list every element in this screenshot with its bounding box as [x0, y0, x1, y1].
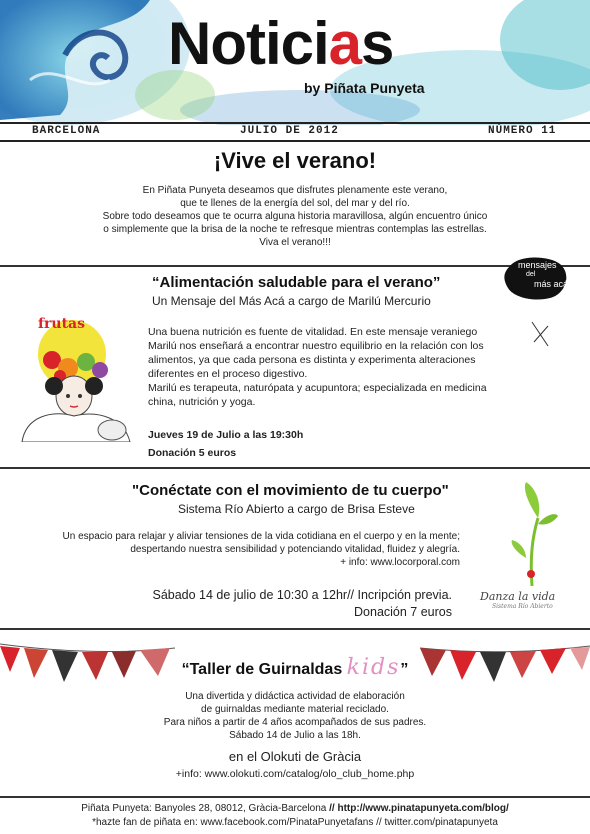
- event1-subtitle: Un Mensaje del Más Acá a cargo de Marilú Mercurio: [152, 294, 431, 308]
- footer-twitter-link[interactable]: twitter.com/pinatapunyeta: [384, 817, 498, 828]
- section-divider: [0, 796, 590, 798]
- event2-subtitle: Sistema Río Abierto a cargo de Brisa Esteve: [178, 502, 415, 516]
- event2-body: [8, 530, 460, 569]
- event1-price: Donación 5 euros: [148, 447, 237, 459]
- event1-line: Marilú nos enseñará a encontrar nuestro equilibrio en la relación con los: [148, 340, 484, 352]
- event3-title-text: “Taller de Guirnaldas: [181, 661, 343, 678]
- event2-title: "Conéctate con el movimiento de tu cuerpo": [132, 482, 449, 499]
- event3-line: Una divertida y didáctica actividad de elaboración: [185, 691, 405, 702]
- event1-title: “Alimentación saludable para el verano”: [152, 274, 441, 291]
- intro-line: En Piñata Punyeta deseamos que disfrutes plenamente este verano,: [142, 185, 448, 196]
- badge-text-top: mensajes: [518, 260, 557, 270]
- issue-meta-bar: [0, 122, 590, 142]
- event1-line: Una buena nutrición es fuente de vitalidad. En este mensaje veraniego: [148, 326, 478, 338]
- title-text-end: s: [361, 10, 394, 77]
- event2-line: + info: www.locorporal.com: [340, 557, 460, 568]
- event3-line: de guirnaldas mediante material reciclado.: [201, 704, 389, 715]
- mensajes-badge: [500, 254, 572, 302]
- intro-line: Viva el verano!!!: [259, 237, 331, 248]
- danza-logo-title: Danza la vida: [480, 590, 556, 603]
- event3-body: [0, 690, 590, 742]
- event3-line: Sábado 14 de Julio a las 18h.: [229, 730, 361, 741]
- byline: by Piñata Punyeta: [304, 80, 425, 96]
- newsletter-title: [168, 10, 394, 77]
- intro-title: ¡Vive el verano!: [213, 148, 377, 173]
- event3-info-link[interactable]: +info: www.olokuti.com/catalog/olo_club_home.php: [175, 768, 415, 780]
- issue-number: NÚMERO 11: [488, 125, 557, 137]
- event3-title-end: ”: [400, 661, 409, 678]
- footer-address: Piñata Punyeta: Banyoles 28, 08012, Gràcia-Barcelona: [81, 803, 327, 814]
- city-label: BARCELONA: [32, 125, 101, 137]
- badge-text-bottom: más acá: [534, 279, 569, 289]
- date-label: JULIO DE 2012: [240, 125, 339, 137]
- footer-separator: //: [376, 817, 382, 828]
- event1-body: [148, 325, 568, 409]
- footer-blog-link[interactable]: http://www.pinatapunyeta.com/blog/: [337, 803, 509, 814]
- event2-when: Sábado 14 de julio de 10:30 a 12hr// Incripción previa.: [152, 588, 452, 602]
- event1-line: alimentos, ya que cada persona es distinta y experimenta alteraciones: [148, 354, 476, 366]
- danza-flower-icon: [502, 478, 562, 588]
- event3-title: [0, 655, 590, 680]
- event2-price: Donación 7 euros: [354, 605, 452, 619]
- intro-line: o simplemente que la brisa de la noche te refresque mientras contemplas las estrellas.: [103, 224, 487, 235]
- frutas-label: frutas: [38, 316, 85, 332]
- footer-address-line: [0, 803, 590, 814]
- event2-line: despertando nuestra sensibilidad y potenciando vitalidad, fluidez y alegría.: [130, 544, 460, 555]
- section-divider: [0, 467, 590, 469]
- title-text: Notici: [168, 10, 329, 77]
- intro-line: que te llenes de la energía del sol, del mar y del río.: [180, 198, 410, 209]
- event1-line: Marilú es terapeuta, naturópata y acupuntora; especializada en medicina: [148, 382, 487, 394]
- event3-line: Para niños a partir de 4 años acompañados de sus padres.: [163, 717, 427, 728]
- kids-label: kids: [346, 655, 401, 680]
- intro-body: [20, 184, 570, 249]
- event3-venue: en el Olokuti de Gràcia: [228, 749, 362, 764]
- event1-line: diferentes en el proceso digestivo.: [148, 368, 308, 380]
- intro-line: Sobre todo deseamos que te ocurra alguna historia maravillosa, algún encuentro único: [102, 211, 488, 222]
- footer-social-line: [0, 817, 590, 828]
- footer-facebook-link[interactable]: *hazte fan de piñata en: www.facebook.com/PinataPunyetafans: [92, 817, 374, 828]
- danza-logo-sub: Sistema Río Abierto: [492, 603, 553, 610]
- title-accent-letter: a: [328, 10, 362, 77]
- footer-separator: //: [329, 803, 335, 814]
- event1-line: china, nutrición y yoga.: [148, 396, 256, 408]
- event2-line: Un espacio para relajar y aliviar tensiones de la vida cotidiana en el cuerpo y en la mente;: [62, 531, 460, 542]
- badge-text-mid: del: [526, 271, 536, 278]
- event1-when: Jueves 19 de Julio a las 19:30h: [148, 429, 304, 441]
